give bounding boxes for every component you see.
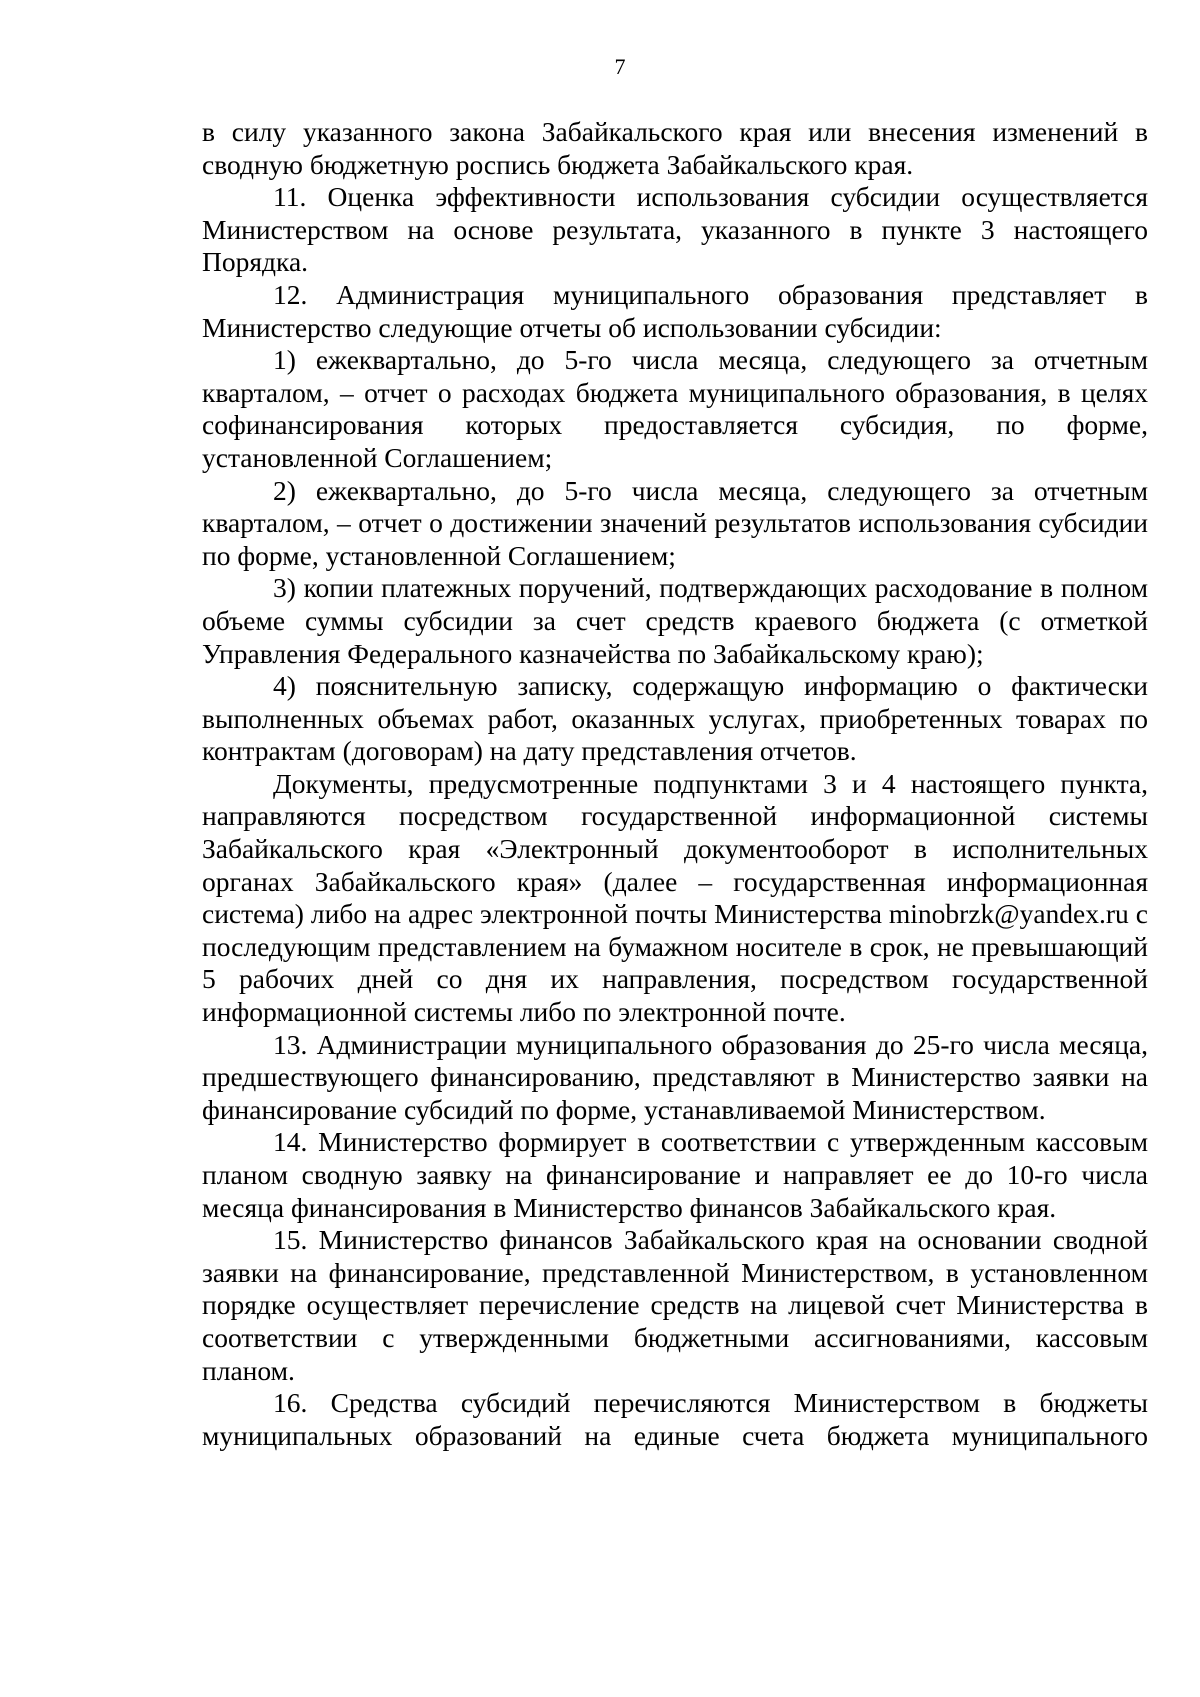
paragraph-item-14: 14. Министерство формирует в соответствии с утвержденным кассовым планом сводную заявку на финансирование и направляет ее до 10-го числа месяца финансирования в Министерство финансов Забайкальского края. [202,1126,1148,1223]
paragraph-item-12: 12. Администрация муниципального образования представляет в Министерство следующие отчеты об использовании субсидии: [202,278,1148,343]
paragraph-item-11: 11. Оценка эффективности использования субсидии осуществляется Министерством на основе результата, указанного в пункте 3 настоящего Порядка. [202,181,1148,278]
paragraph-subitem-2: 2) ежеквартально, до 5-го числа месяца, следующего за отчетным кварталом, – отчет о достижении значений результатов использования субсидии по форме, установленной Соглашением; [202,474,1148,571]
paragraph-item-13: 13. Администрации муниципального образования до 25-го числа месяца, предшествующего финансированию, представляют в Министерство заявки на финансирование субсидий по форме, устанавливаемой Министерством. [202,1028,1148,1125]
paragraph-subitem-3: 3) копии платежных поручений, подтверждающих расходование в полном объеме суммы субсидии за счет средств краевого бюджета (с отметкой Управления Федерального казначейства по Забайкальскому краю); [202,572,1148,669]
paragraph-item-15: 15. Министерство финансов Забайкальского края на основании сводной заявки на финансирование, представленной Министерством, в установленном порядке осуществляет перечисление средств на лицевой счет Министерства в соответствии с утвержденными бюджетными ассигнованиями, кассовым планом. [202,1224,1148,1386]
document-body [202,116,1148,1452]
paragraph-subitem-4: 4) пояснительную записку, содержащую информацию о фактически выполненных объемах работ, оказанных услугах, приобретенных товарах по контрактам (договорам) на дату представления отчетов. [202,670,1148,767]
paragraph-documents: Документы, предусмотренные подпунктами 3 и 4 настоящего пункта, направляются посредством государственной информационной системы Забайкальского края «Электронный документооборот в исполнительных органах Забайкальского края» (далее – государственная информационная система) либо на адрес электронной почты Министерства minobrzk@yandex.ru с последующим представлением на бумажном носителе в срок, не превышающий 5 рабочих дней со дня их направления, посредством государственной информационной системы либо по электронной почте. [202,767,1148,1028]
paragraph-subitem-1: 1) ежеквартально, до 5-го числа месяца, следующего за отчетным кварталом, – отчет о расходах бюджета муниципального образования, в целях софинансирования которых предоставляется субсидия, по форме, установленной Соглашением; [202,344,1148,473]
paragraph-continuation: в силу указанного закона Забайкальского края или внесения изменений в сводную бюджетную роспись бюджета Забайкальского края. [202,116,1148,180]
paragraph-item-16: 16. Средства субсидий перечисляются Министерством в бюджеты муниципальных образований на единые счета бюджета муниципального [202,1387,1148,1451]
page-number: 7 [614,54,626,79]
